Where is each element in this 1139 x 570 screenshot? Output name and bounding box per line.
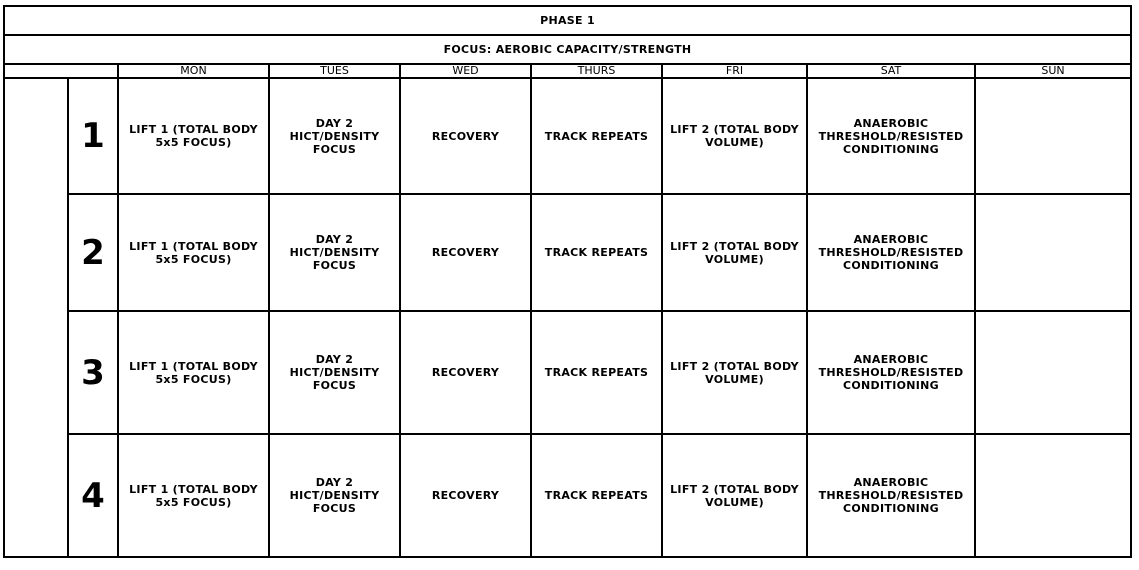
week-row-4 [4,434,1131,557]
session-w4-thurs [531,434,662,557]
session-w3-sun [975,311,1131,434]
session-w1-sat [807,78,975,194]
day-header-sun: SUN [975,64,1131,78]
session-w3-tues [269,311,400,434]
session-w2-tues [269,194,400,311]
session-w4-mon [118,434,269,557]
session-text: ANAEROBIC THRESHOLD/RESISTED CONDITIONING [818,116,964,156]
focus-title: FOCUS: AEROBIC CAPACITY/STRENGTH [4,35,1131,64]
day-header-fri: FRI [662,64,807,78]
session-text: LIFT 2 (TOTAL BODY VOLUME) [670,239,799,266]
session-text: RECOVERY [431,246,500,259]
session-w3-sat [807,311,975,434]
day-header-sat: SAT [807,64,975,78]
session-text: LIFT 2 (TOTAL BODY VOLUME) [670,123,799,149]
session-text: LIFT 1 (TOTAL BODY 5x5 FOCUS) [129,482,258,509]
session-text: ANAEROBIC THRESHOLD/RESISTED CONDITIONING [818,476,964,515]
week-number-3: 3 [68,311,118,434]
session-text: ANAEROBIC THRESHOLD/RESISTED CONDITIONING [818,233,964,272]
session-w2-mon [118,194,269,311]
session-w1-sun [975,78,1131,194]
session-w1-mon [118,78,269,194]
session-w2-sat [807,194,975,311]
day-header-thurs: THURS [531,64,662,78]
session-w4-tues [269,434,400,557]
session-text: DAY 2 HICT/DENSITY FOCUS [289,353,380,392]
session-text: RECOVERY [431,129,500,143]
session-w3-mon [118,311,269,434]
session-w4-sat [807,434,975,557]
session-text: TRACK REPEATS [544,489,649,502]
session-text: TRACK REPEATS [544,246,649,259]
session-w4-wed [400,434,531,557]
session-w4-sun [975,434,1131,557]
session-text: TRACK REPEATS [544,129,649,143]
session-w1-fri [662,78,807,194]
phase-title: PHASE 1 [4,6,1131,35]
week-row-3 [4,311,1131,434]
session-text: LIFT 2 (TOTAL BODY VOLUME) [670,359,799,386]
session-w3-wed [400,311,531,434]
week-number-1: 1 [68,78,118,194]
session-w1-tues [269,78,400,194]
week-number-2: 2 [68,194,118,311]
session-text: ANAEROBIC THRESHOLD/RESISTED CONDITIONING [818,353,964,392]
session-text: LIFT 1 (TOTAL BODY 5x5 FOCUS) [129,123,258,149]
session-w3-thurs [531,311,662,434]
session-w2-fri [662,194,807,311]
session-w3-fri [662,311,807,434]
session-w1-wed [400,78,531,194]
session-text: LIFT 2 (TOTAL BODY VOLUME) [670,482,799,509]
session-text: RECOVERY [431,366,500,379]
day-header-mon: MON [118,64,269,78]
session-w1-thurs [531,78,662,194]
week-row-2 [4,194,1131,311]
session-w2-thurs [531,194,662,311]
session-w2-sun [975,194,1131,311]
header-corner-blank [4,64,118,78]
session-text: DAY 2 HICT/DENSITY FOCUS [289,476,380,515]
session-text: LIFT 1 (TOTAL BODY 5x5 FOCUS) [129,359,258,386]
day-header-tues: TUES [269,64,400,78]
session-text: TRACK REPEATS [544,366,649,379]
session-w4-fri [662,434,807,557]
week-number-4: 4 [68,434,118,557]
session-w2-wed [400,194,531,311]
day-header-wed: WED [400,64,531,78]
session-text: DAY 2 HICT/DENSITY FOCUS [289,233,380,272]
training-week-label [4,78,68,557]
training-plan-table [3,5,1132,558]
session-text: DAY 2 HICT/DENSITY FOCUS [289,116,380,156]
session-text: RECOVERY [431,489,500,502]
week-row-1 [4,78,1131,194]
session-text: LIFT 1 (TOTAL BODY 5x5 FOCUS) [129,239,258,266]
